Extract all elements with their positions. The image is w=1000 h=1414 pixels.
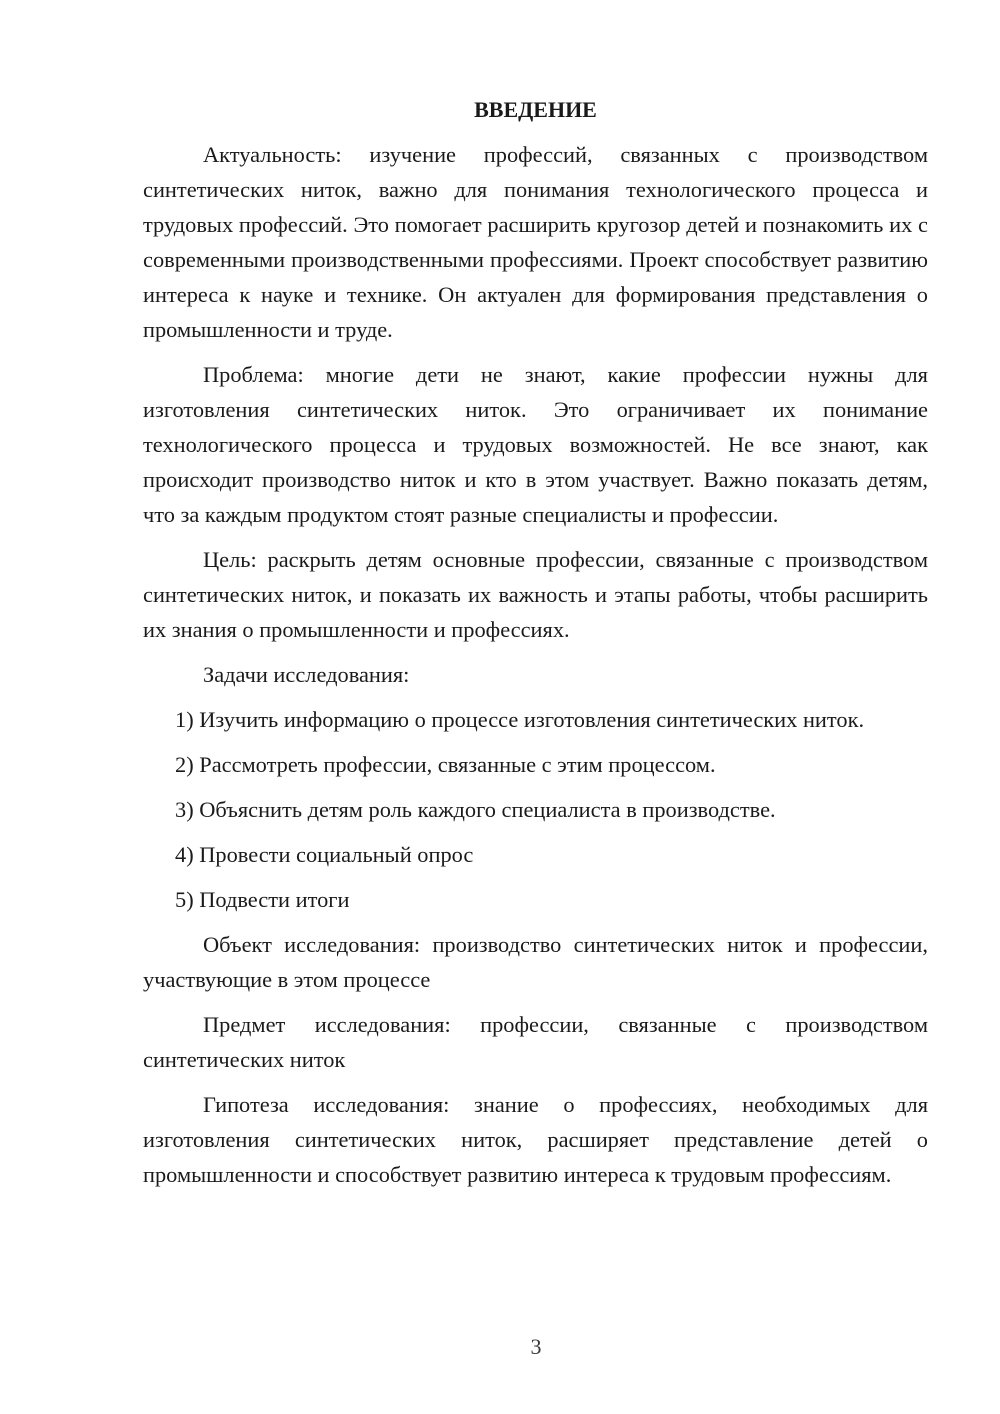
page-number: 3: [530, 1334, 542, 1359]
task-item-2: 2) Рассмотреть профессии, связанные с этим процессом.: [175, 752, 716, 777]
page-content: [143, 92, 928, 1202]
task-item-4: 4) Провести социальный опрос: [175, 842, 474, 867]
task-item-5: 5) Подвести итоги: [175, 887, 350, 912]
page-title: ВВЕДЕНИЕ: [474, 97, 597, 122]
paragraph-relevance: Актуальность: изучение профессий, связанных с производством синтетических ниток, важно для понимания технологического процесса и трудовых профессий. Это помогает расширить кругозор детей и познакомить их с современными производственными профессиями. Проект способствует развитию интереса к науке и технике. Он актуален для формирования представления о промышленности и труде.: [143, 142, 928, 342]
tasks-heading: Задачи исследования:: [203, 662, 410, 687]
task-item-3: 3) Объяснить детям роль каждого специалиста в производстве.: [175, 797, 776, 822]
paragraph-subject: Предмет исследования: профессии, связанные с производством синтетических ниток: [143, 1012, 928, 1072]
task-item-1: 1) Изучить информацию о процессе изготовления синтетических ниток.: [175, 707, 865, 732]
paragraph-problem: Проблема: многие дети не знают, какие профессии нужны для изготовления синтетических ниток. Это ограничивает их понимание технологического процесса и трудовых возможностей. Не все знают, как происходит производство ниток и кто в этом участвует. Важно показать детям, что за каждым продуктом стоят разные специалисты и профессии.: [143, 362, 928, 527]
paragraph-object: Объект исследования: производство синтетических ниток и профессии, участвующие в этом процессе: [143, 932, 928, 992]
paragraph-hypothesis: Гипотеза исследования: знание о профессиях, необходимых для изготовления синтетических ниток, расширяет представление детей о промышленности и способствует развитию интереса к трудовым профессиям.: [143, 1092, 928, 1187]
paragraph-goal: Цель: раскрыть детям основные профессии, связанные с производством синтетических ниток, и показать их важность и этапы работы, чтобы расширить их знания о промышленности и профессиях.: [143, 547, 928, 642]
